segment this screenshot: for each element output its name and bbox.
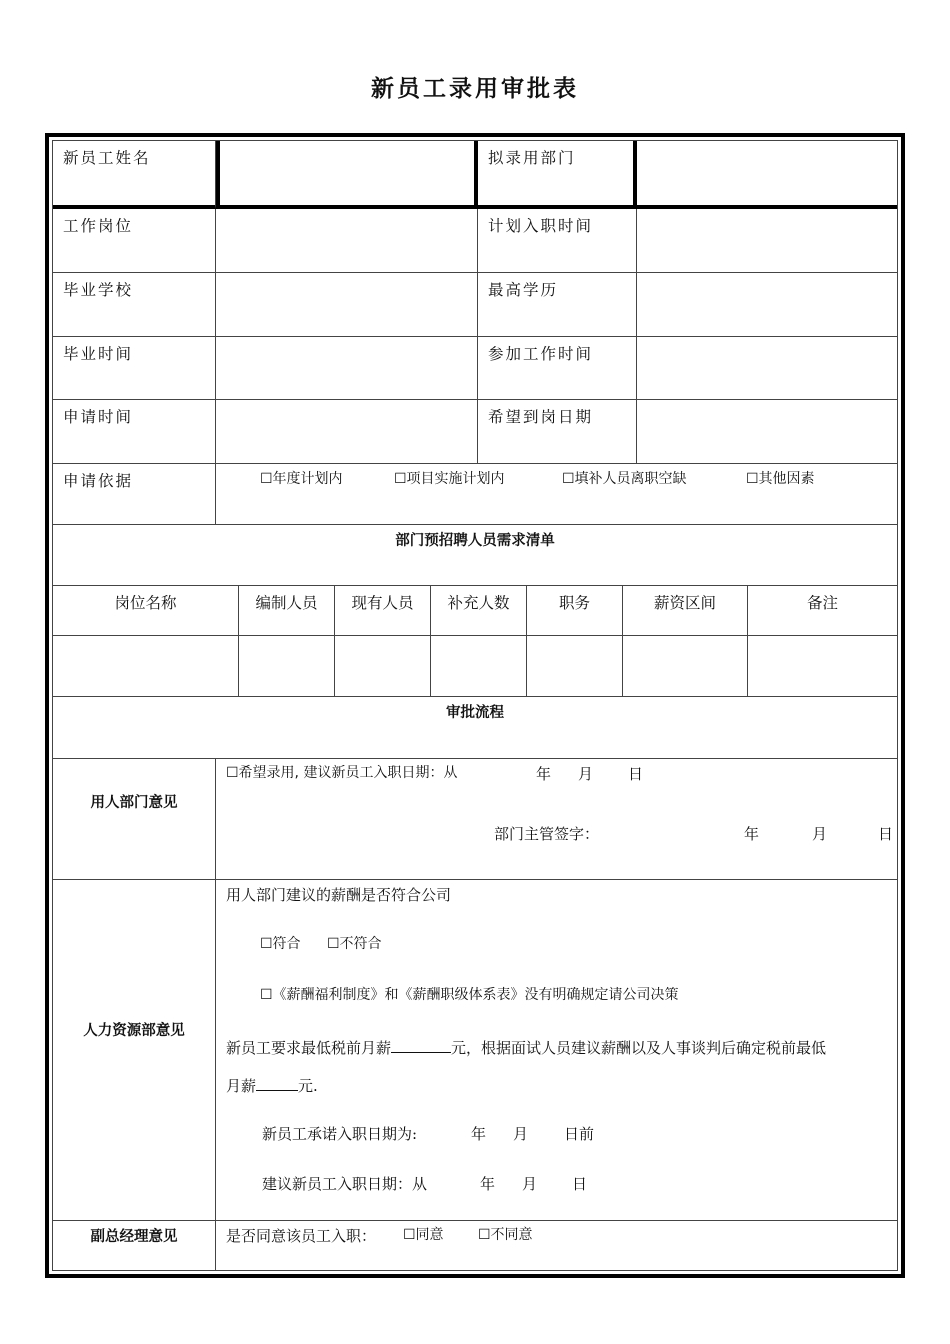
grad-time-field[interactable] xyxy=(216,337,478,400)
demand-cell-post-name[interactable] xyxy=(53,636,239,697)
label-plan-date: 计划入职时间 xyxy=(478,209,637,273)
form-title: 新员工录用审批表 xyxy=(371,76,579,102)
demand-cell-quota[interactable] xyxy=(239,636,335,697)
hr-suggest-month: 月 xyxy=(522,1175,538,1193)
hr-suggest-label: 建议新员工入职日期：从 xyxy=(262,1175,428,1193)
header-remark: 备注 xyxy=(748,586,897,636)
hr-option-comply[interactable]: ☐符合 xyxy=(260,936,301,952)
dept-field[interactable] xyxy=(637,141,897,209)
basis-option-annual[interactable]: ☐年度计划内 xyxy=(260,471,343,487)
dept-date-month: 月 xyxy=(578,765,594,783)
basis-options xyxy=(216,464,897,525)
label-position: 工作岗位 xyxy=(53,209,216,273)
form-table xyxy=(52,140,898,1271)
label-name: 新员工姓名 xyxy=(53,141,216,209)
hr-salary-text-d: 元. xyxy=(298,1077,318,1095)
basis-option-other[interactable]: ☐其他因素 xyxy=(746,471,815,487)
hr-promise-label: 新员工承诺入职日期为: xyxy=(262,1125,418,1143)
demand-section-title: 部门预招聘人员需求清单 xyxy=(53,525,897,586)
school-field[interactable] xyxy=(216,273,478,337)
hr-option-policy-decision[interactable]: ☐《薪酬福利制度》和《薪酬职级体系表》没有明确规定请公司决策 xyxy=(260,987,679,1003)
dept-date-day: 日 xyxy=(628,765,644,783)
hr-opinion-content xyxy=(216,880,897,1221)
demand-cell-supplement[interactable] xyxy=(431,636,527,697)
header-duty: 职务 xyxy=(527,586,623,636)
dept-sign-day: 日 xyxy=(878,825,894,843)
hr-salary-text-b: 元，根据面试人员建议薪酬以及人事谈判后确定税前最低 xyxy=(451,1039,827,1057)
dept-hope-hire-checkbox[interactable]: ☐希望录用, 建议新员工入职日期：从 xyxy=(226,765,458,781)
degree-field[interactable] xyxy=(637,273,897,337)
hope-date-field[interactable] xyxy=(637,400,897,464)
position-field[interactable] xyxy=(216,209,478,273)
approval-section-title: 审批流程 xyxy=(53,697,897,759)
header-post-name: 岗位名称 xyxy=(53,586,239,636)
vp-option-disagree[interactable]: ☐不同意 xyxy=(478,1227,533,1243)
hr-salary-text-c: 月薪 xyxy=(226,1077,257,1095)
label-hope-date: 希望到岗日期 xyxy=(478,400,637,464)
demand-cell-duty[interactable] xyxy=(527,636,623,697)
header-salary-range: 薪资区间 xyxy=(623,586,748,636)
hr-suggest-year: 年 xyxy=(480,1175,496,1193)
label-vp-opinion: 副总经理意见 xyxy=(53,1221,216,1270)
header-quota: 编制人员 xyxy=(239,586,335,636)
label-grad-time: 毕业时间 xyxy=(53,337,216,400)
dept-sign-year: 年 xyxy=(744,825,760,843)
form-frame xyxy=(45,133,905,1278)
hr-suggest-day: 日 xyxy=(572,1175,588,1193)
dept-opinion-content xyxy=(216,759,897,880)
header-supplement: 补充人数 xyxy=(431,586,527,636)
hr-compliance-question: 用人部门建议的薪酬是否符合公司 xyxy=(226,886,452,904)
dept-date-year: 年 xyxy=(536,765,552,783)
header-current: 现有人员 xyxy=(335,586,431,636)
demand-cell-remark[interactable] xyxy=(748,636,897,697)
name-field[interactable] xyxy=(216,141,478,209)
hr-promise-month: 月 xyxy=(513,1125,529,1143)
basis-option-vacancy[interactable]: ☐填补人员离职空缺 xyxy=(562,471,687,487)
work-time-field[interactable] xyxy=(637,337,897,400)
vp-option-agree[interactable]: ☐同意 xyxy=(403,1227,444,1243)
vp-opinion-content xyxy=(216,1221,897,1270)
apply-time-field[interactable] xyxy=(216,400,478,464)
hr-min-salary-blank[interactable] xyxy=(391,1038,451,1053)
hr-salary-line xyxy=(226,1038,826,1057)
hr-salary-text-a: 新员工要求最低税前月薪 xyxy=(226,1039,392,1057)
label-basis: 申请依据 xyxy=(53,464,216,525)
dept-sign-label: 部门主管签字： xyxy=(494,825,600,843)
dept-sign-month: 月 xyxy=(812,825,828,843)
label-dept: 拟录用部门 xyxy=(478,141,637,209)
hr-final-salary-blank[interactable] xyxy=(256,1076,298,1091)
hr-promise-year: 年 xyxy=(471,1125,487,1143)
label-work-time: 参加工作时间 xyxy=(478,337,637,400)
demand-cell-current[interactable] xyxy=(335,636,431,697)
vp-question: 是否同意该员工入职： xyxy=(226,1227,377,1245)
label-degree: 最高学历 xyxy=(478,273,637,337)
label-school: 毕业学校 xyxy=(53,273,216,337)
demand-cell-salary-range[interactable] xyxy=(623,636,748,697)
label-apply-time: 申请时间 xyxy=(53,400,216,464)
hr-promise-before: 日前 xyxy=(564,1125,595,1143)
basis-option-project[interactable]: ☐项目实施计划内 xyxy=(394,471,505,487)
label-dept-opinion: 用人部门意见 xyxy=(53,759,216,880)
label-hr-opinion: 人力资源部意见 xyxy=(53,880,216,1221)
hr-option-not-comply[interactable]: ☐不符合 xyxy=(327,936,382,952)
hr-final-salary-line xyxy=(226,1076,318,1095)
plan-date-field[interactable] xyxy=(637,209,897,273)
